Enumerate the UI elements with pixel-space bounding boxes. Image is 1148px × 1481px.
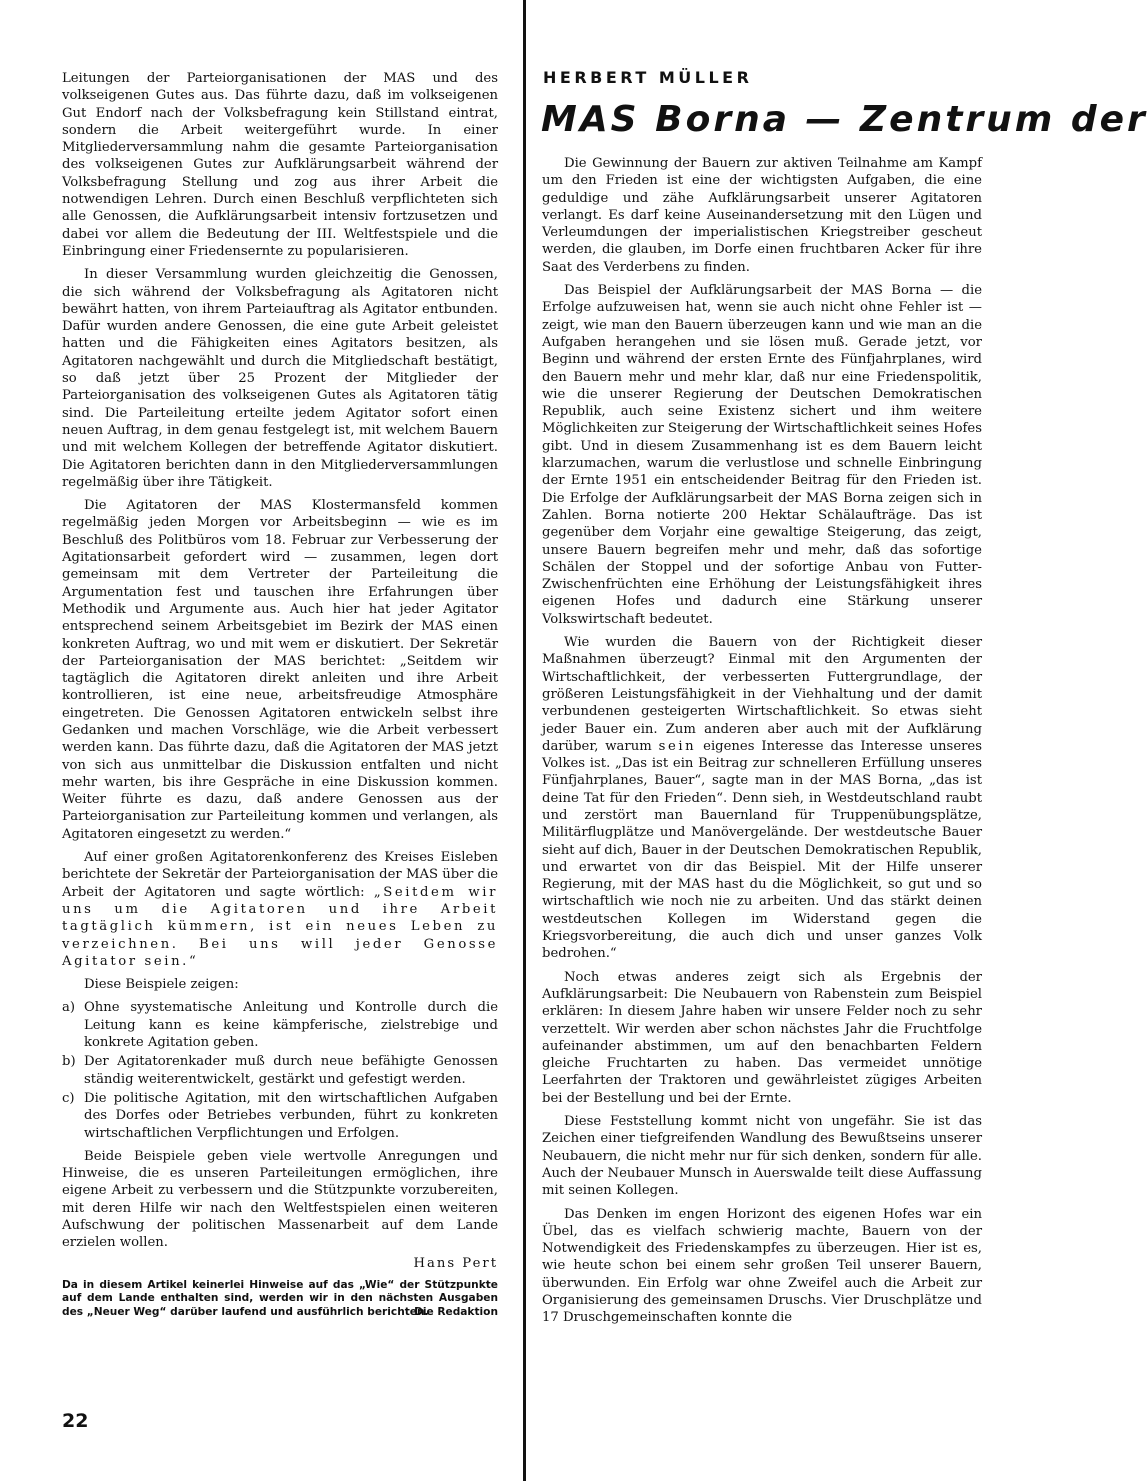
article-author: HERBERT MÜLLER: [543, 68, 753, 87]
emphasized-quote: „Seitdem wir uns um die Agitatoren und ihre Arbeit tagtäglich kümmern, ist ein neues Leben zu verzeichnen. Bei uns will jeder Genosse Agitator sein.“: [62, 884, 498, 969]
paragraph: [542, 634, 982, 963]
paragraph: Leitungen der Parteiorganisationen der MAS und des volkseigenen Gutes aus. Das führte dazu, daß im volkseigenen Gut Endorf nach der Volksbefragung kein Stillstand eintrat, sondern die Arbeit weitergeführt wurde. In einer Mitgliederversammlung nahm die gesamte Parteiorganisation des volkseigenen Gutes zur Aufklärungsarbeit während der Volksbefragung Stellung und zog aus ihrer Arbeit die notwendigen Lehren. Durch einen Beschluß verpflichteten sich alle Genossen, die Aufklärungsarbeit intensiv fortzusetzen und dabei vor allem die Bedeutung der III. Weltfestspiele und die Einbringung einer Friedensernte zu popularisieren.: [62, 71, 498, 259]
emphasized-word: sein: [658, 738, 697, 754]
paragraph: Die Gewinnung der Bauern zur aktiven Teilnahme am Kampf um den Frieden ist eine der wichtigsten Aufgaben, die eine geduldige und zähe Aufklärungsarbeit unserer Agitatoren verlangt. Es darf keine Auseinandersetzung mit den Lügen und Verleumdungen der imperialistischen Kriegstreiber gescheut werden, die glauben, im Dorfe einen fruchtbaren Acker für ihre Saat des Verderbens zu finden.: [542, 156, 982, 275]
paragraph: Die Agitatoren der MAS Klostermansfeld kommen regelmäßig jeden Morgen vor Arbeitsbeginn — wie es im Beschluß des Politbüros vom 18. Februar zur Verbesserung der Agitationsarbeit gefordert wird — zusammen, legen dort gemeinsam mit dem Vertreter der Parteileitung die Argumentation fest und tauschen ihre Erfahrungen über Methodik und Argumente aus. Auch hier hat jeder Agitator entsprechend seinem Arbeitsgebiet im Bezirk der MAS einen konkreten Auftrag, wo und mit wem er diskutiert. Der Sekretär der Parteiorganisation der MAS berichtet: „Seitdem wir tagtäglich die Agitatoren direkt anleiten und ihre Arbeit kontrollieren, ist eine neue, arbeitsfreudige Atmosphäre eingetreten. Die Genossen Agitatoren entwickeln selbst ihre Gedanken und machen Vorschläge, wie die Arbeit verbessert werden kann. Das führte dazu, daß die Agitatoren der MAS jetzt von sich aus unmittelbar die Diskussion entfalten und nicht mehr warten, bis ihre Gespräche in eine Diskussion kommen. Weiter führte es dazu, daß andere Genossen aus der Parteiorganisation zur Parteileitung kommen und verlangen, als Agitatoren eingesetzt zu werden.“: [62, 498, 498, 842]
left-column: [62, 70, 498, 1320]
paragraph: Noch etwas anderes zeigt sich als Ergebnis der Aufklärungsarbeit: Die Neubauern von Rabenstein zum Beispiel erklären: In diesem Jahre haben wir unsere Felder noch zu sehr verzettelt. Wir werden aber schon nächstes Jahr die Fruchtfolge aufeinander abstimmen, um auf den benachbarten Feldern gleiche Fruchtarten zu haben. Das vermeidet unnötige Leerfahrten der Traktoren und gewährleistet zügiges Arbeiten bei der Bestellung und bei der Ernte.: [542, 969, 982, 1106]
paragraph: [62, 849, 498, 970]
paragraph: Beide Beispiele geben viele wertvolle Anregungen und Hinweise, die es unseren Parteileitungen ermöglichen, ihre eigene Arbeit zu verbessern und die Stützpunkte vorzubereiten, mit deren Hilfe wir nach den Weltfestspielen einen weiteren Aufschwung der politischen Massenarbeit auf dem Lande erzielen wollen.: [62, 1148, 498, 1251]
editorial-note-text: Da in diesem Artikel keinerlei Hinweise auf das „Wie“ der Stützpunkte auf dem Lande enthalten sind, werden wir in den nächsten Ausgaben des „Neuer Weg“ darüber laufend und ausführlich berichten.: [62, 1278, 498, 1319]
list-text: Der Agitatorenkader muß durch neue befähigte Genossen ständig weiterentwickelt, gestärkt und gefestigt werden.: [84, 1054, 498, 1087]
list-item: [62, 1053, 498, 1088]
list-marker: c): [62, 1090, 75, 1106]
editorial-note: [62, 1279, 498, 1320]
paragraph: Diese Beispiele zeigen:: [84, 977, 239, 993]
paragraph-text: Auf einer großen Agitatorenkonferenz des Kreises Eisleben berichtete der Sekretär der Parteiorganisation der MAS über die Arbeit der Agitatoren und sagte wörtlich:: [62, 850, 498, 900]
editorial-signature: Die Redaktion: [414, 1306, 498, 1319]
page-number: 22: [62, 1410, 89, 1432]
paragraph: Diese Feststellung kommt nicht von ungefähr. Sie ist das Zeichen einer tiefgreifenden Wandlung des Bewußtseins unserer Neubauern, die nicht mehr nur für sich denken, sondern für alle. Auch der Neubauer Munsch in Auerswalde teilt diese Auffassung mit seinen Kollegen.: [542, 1114, 982, 1199]
author-signature: Hans Pert: [413, 1255, 498, 1271]
list-text: Ohne syystematische Anleitung und Kontrolle durch die Leitung kann es keine kämpferische, zielstrebige und konkrete Agitation geben.: [84, 1000, 498, 1051]
list-marker: b): [62, 1054, 76, 1070]
list-text: Die politische Agitation, mit den wirtschaftlichen Aufgaben des Dorfes oder Betriebes verbunden, führt zu konkreten wirtschaftlichen Verpflichtungen und Erfolgen.: [84, 1090, 498, 1141]
paragraph-text: eigenes Interesse das Interesse unseres Volkes ist. „Das ist ein Beitrag zur schnelleren Erfüllung unseres Fünfjahrplanes, Bauer“, sagte man in der MAS Borna, „das ist deine Tat für den Frieden“. Denn sieh, in Westdeutschland raubt und zerstört man Bauernland für Truppenübungsplätze, Militärflugplätze und Manövergelände. Der westdeutsche Bauer sieht auf dich, Bauer in der Deutschen Demokratischen Republik, und erwartet von dir das Beispiel. Mit der Hilfe unserer Regierung, mit der MAS hast du die Möglichkeit, so gut und so wirtschaftlich wie noch nie zu arbeiten. Und das stärkt deinen westdeutschen Kollegen im Widerstand gegen die Kriegsvorbereitung, die auch dich und unser ganzes Volk bedrohen.“: [542, 738, 982, 962]
paragraph-text: Wie wurden die Bauern von der Richtigkeit dieser Maßnahmen überzeugt? Einmal mit den Argumenten der Wirtschaftlichkeit, der verbesserten Futtergrundlage, der größeren Leistungsfähigkeit in der Viehhaltung und der damit verbundenen gesteigerten Wirtschaftlichkeit. So etwas sieht jeder Bauer ein. Zum anderen aber auch mit der Aufklärung darüber, warum: [542, 635, 982, 754]
list-item: [62, 1090, 498, 1142]
paragraph: Das Beispiel der Aufklärungsarbeit der MAS Borna — die Erfolge aufzuweisen hat, wenn sie auch nicht ohne Fehler ist — zeigt, wie man den Bauern überzeugen kann und wie man an die Aufgaben herangehen und sie lösen muß. Gerade jetzt, vor Beginn und während der ersten Ernte des Fünfjahrplanes, wird den Bauern mehr und mehr klar, daß nur eine Friedenspolitik, wie die unserer Regierung der Deutschen Demokratischen Republik, auch seine Existenz sichert und ihm weitere Möglichkeiten zur Steigerung der Wirtschaftlichkeit seines Hofes gibt. Und in diesem Zusammenhang ist es dem Bauern leicht klarzumachen, warum die verlustlose und schnelle Einbringung der Ernte 1951 ein entscheidender Beitrag für den Frieden ist. Die Erfolge der Aufklärungsarbeit der MAS Borna zeigen sich in Zahlen. Borna notierte 200 Hektar Schälaufträge. Das ist gegenüber dem Vorjahr eine gewaltige Steigerung, das zeigt, unsere Bauern begreifen mehr und mehr, daß das sofortige Schälen der Stoppel und der sofortige Anbau von Futter-Zwischenfrüchten eine Erhöhung der Leistungsfähigkeit ihres eigenen Hofes und dadurch eine Stärkung unserer Volkswirtschaft bedeutet.: [542, 283, 982, 627]
list-marker: a): [62, 1000, 76, 1016]
paragraph: Das Denken im engen Horizont des eigenen Hofes war ein Übel, das es vielfach schwierig machte, Bauern von der Notwendigkeit des Friedenskampfes zu überzeugen. Hier ist es, wie heute schon bei einem sehr großen Teil unserer Bauern, überwunden. Ein Erfolg war ohne Zweifel auch die Arbeit zur Organisierung des gemeinsamen Druschs. Vier Druschplätze und 17 Druschgemeinschaften konnte die: [542, 1206, 982, 1326]
paragraph: In dieser Versammlung wurden gleichzeitig die Genossen, die sich während der Volksbefragung als Agitatoren nicht bewährt hatten, von ihrem Parteiauftrag als Agitator entbunden. Dafür wurden andere Genossen, die eine gute Arbeit geleistet hatten und die Fähigkeiten eines Agitators besitzen, als Agitatoren nachgewählt und durch die Mitgliedschaft bestätigt, so daß jetzt über 25 Prozent der Mitglieder der Parteiorganisation des volkseigenen Gutes als Agitatoren tätig sind. Die Parteileitung erteilte jedem Agitator sofort einen neuen Auftrag, in dem genau festgelegt ist, mit welchem Bauern und mit welchem Kollegen der betreffende Agitator diskutiert. Die Agitatoren berichten dann in den Mitgliederversammlungen regelmäßig über ihre Tätigkeit.: [62, 267, 498, 490]
list-item: [62, 999, 498, 1051]
column-divider: [523, 0, 526, 1481]
conclusion-list: [62, 999, 498, 1141]
right-column: [542, 155, 982, 1333]
article-headline: MAS Borna — Zentrum der: [541, 99, 1148, 140]
